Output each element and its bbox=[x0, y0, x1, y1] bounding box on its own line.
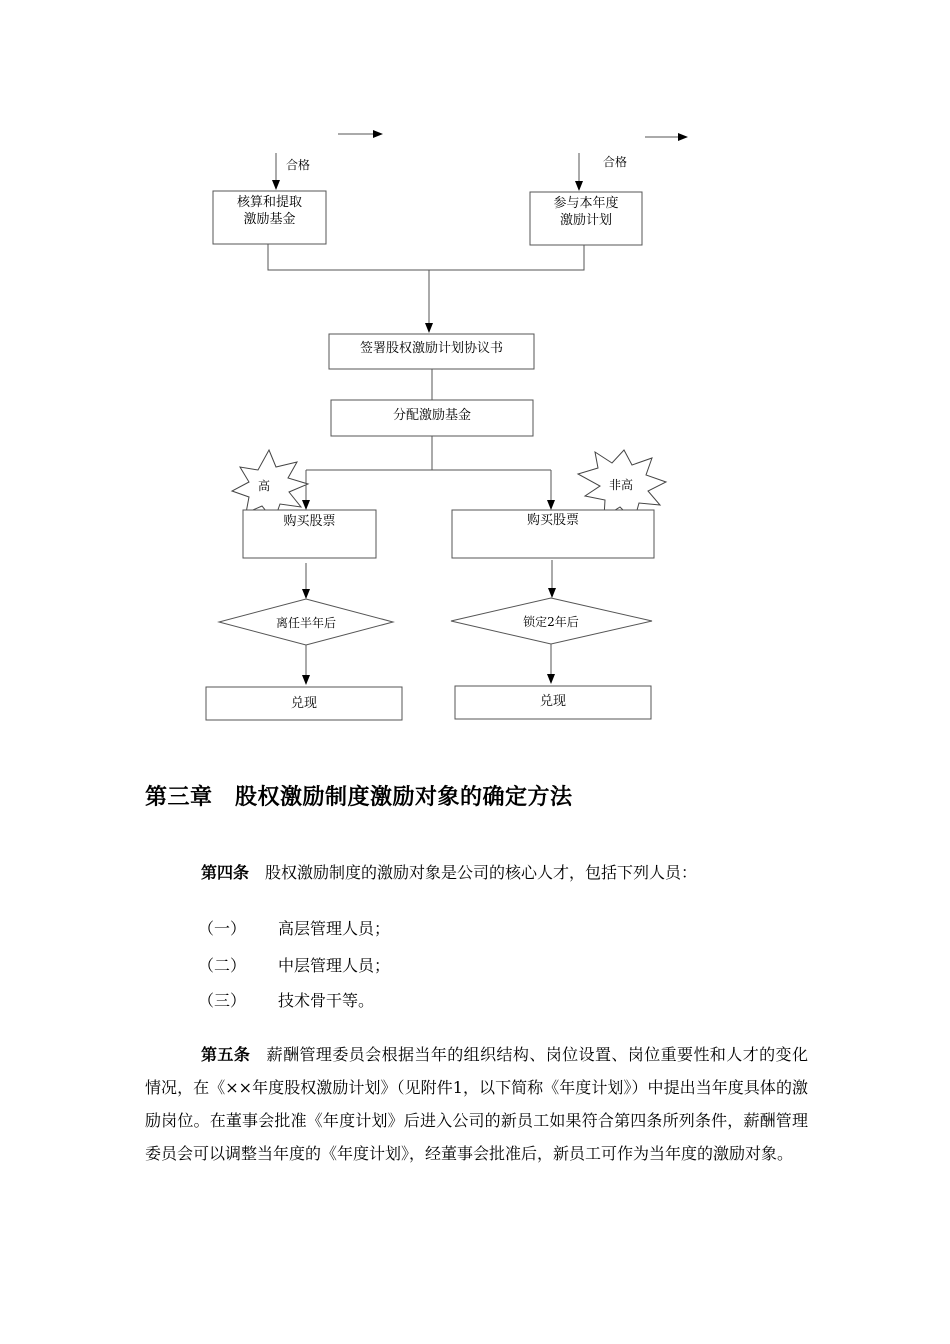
join-plan-line1: 参与本年度 bbox=[553, 196, 619, 211]
list-item bbox=[198, 916, 390, 939]
article-5-label: 第五条 bbox=[201, 1045, 251, 1064]
list-item-number: （二） bbox=[198, 956, 247, 975]
article-5 bbox=[145, 1038, 808, 1170]
article-5-text: 薪酬管理委员会根据当年的组织结构、岗位设置、岗位重要性和人才的变化情况，在《××年度股权激励计划》（见附件1，以下简称《年度计划》）中提出当年度具体的激励岗位。在董事会批准《年度计划》后进入公司的新员工如果符合第四条所列条件，薪酬管理委员会可以调整当年度的《年度计划》，经董事会批准后，新员工可作为当年度的激励对象。 bbox=[145, 1045, 808, 1163]
qualified-label-left: 合格 bbox=[286, 158, 311, 172]
list-item bbox=[198, 953, 390, 976]
list-item-text: 高层管理人员； bbox=[278, 919, 391, 938]
starburst-left-label: 高 bbox=[257, 479, 271, 493]
article-4-text: 股权激励制度的激励对象是公司的核心人才，包括下列人员： bbox=[265, 863, 698, 882]
list-item-text: 中层管理人员； bbox=[278, 956, 391, 975]
qualified-label-right: 合格 bbox=[603, 155, 628, 169]
split-connector bbox=[306, 436, 551, 470]
diamond-left-label: 离任半年后 bbox=[275, 616, 337, 630]
article-4-label: 第四条 bbox=[201, 863, 250, 882]
starburst-right-label: 非高 bbox=[608, 478, 634, 492]
buy-stock-left-label: 购买股票 bbox=[283, 514, 336, 529]
merge-connector bbox=[268, 244, 584, 270]
list-item-number: （一） bbox=[198, 919, 247, 938]
buy-stock-right-label: 购买股票 bbox=[526, 513, 580, 528]
diamond-right-label: 锁定2年后 bbox=[523, 615, 579, 629]
join-plan-line2: 激励计划 bbox=[559, 213, 613, 228]
calc-fund-line2: 激励基金 bbox=[243, 212, 296, 227]
list-item-text: 技术骨干等。 bbox=[278, 991, 375, 1010]
cash-left-label: 兑现 bbox=[290, 696, 318, 711]
article-4 bbox=[145, 856, 805, 889]
list-item-number: （三） bbox=[198, 991, 247, 1010]
allocate-fund-label: 分配激励基金 bbox=[392, 408, 472, 423]
calc-fund-line1: 核算和提取 bbox=[236, 195, 303, 210]
list-item bbox=[198, 988, 374, 1011]
sign-agreement-label: 签署股权激励计划协议书 bbox=[359, 341, 504, 356]
chapter-title: 第三章 股权激励制度激励对象的确定方法 bbox=[145, 785, 573, 810]
cash-right-label: 兑现 bbox=[539, 694, 567, 709]
